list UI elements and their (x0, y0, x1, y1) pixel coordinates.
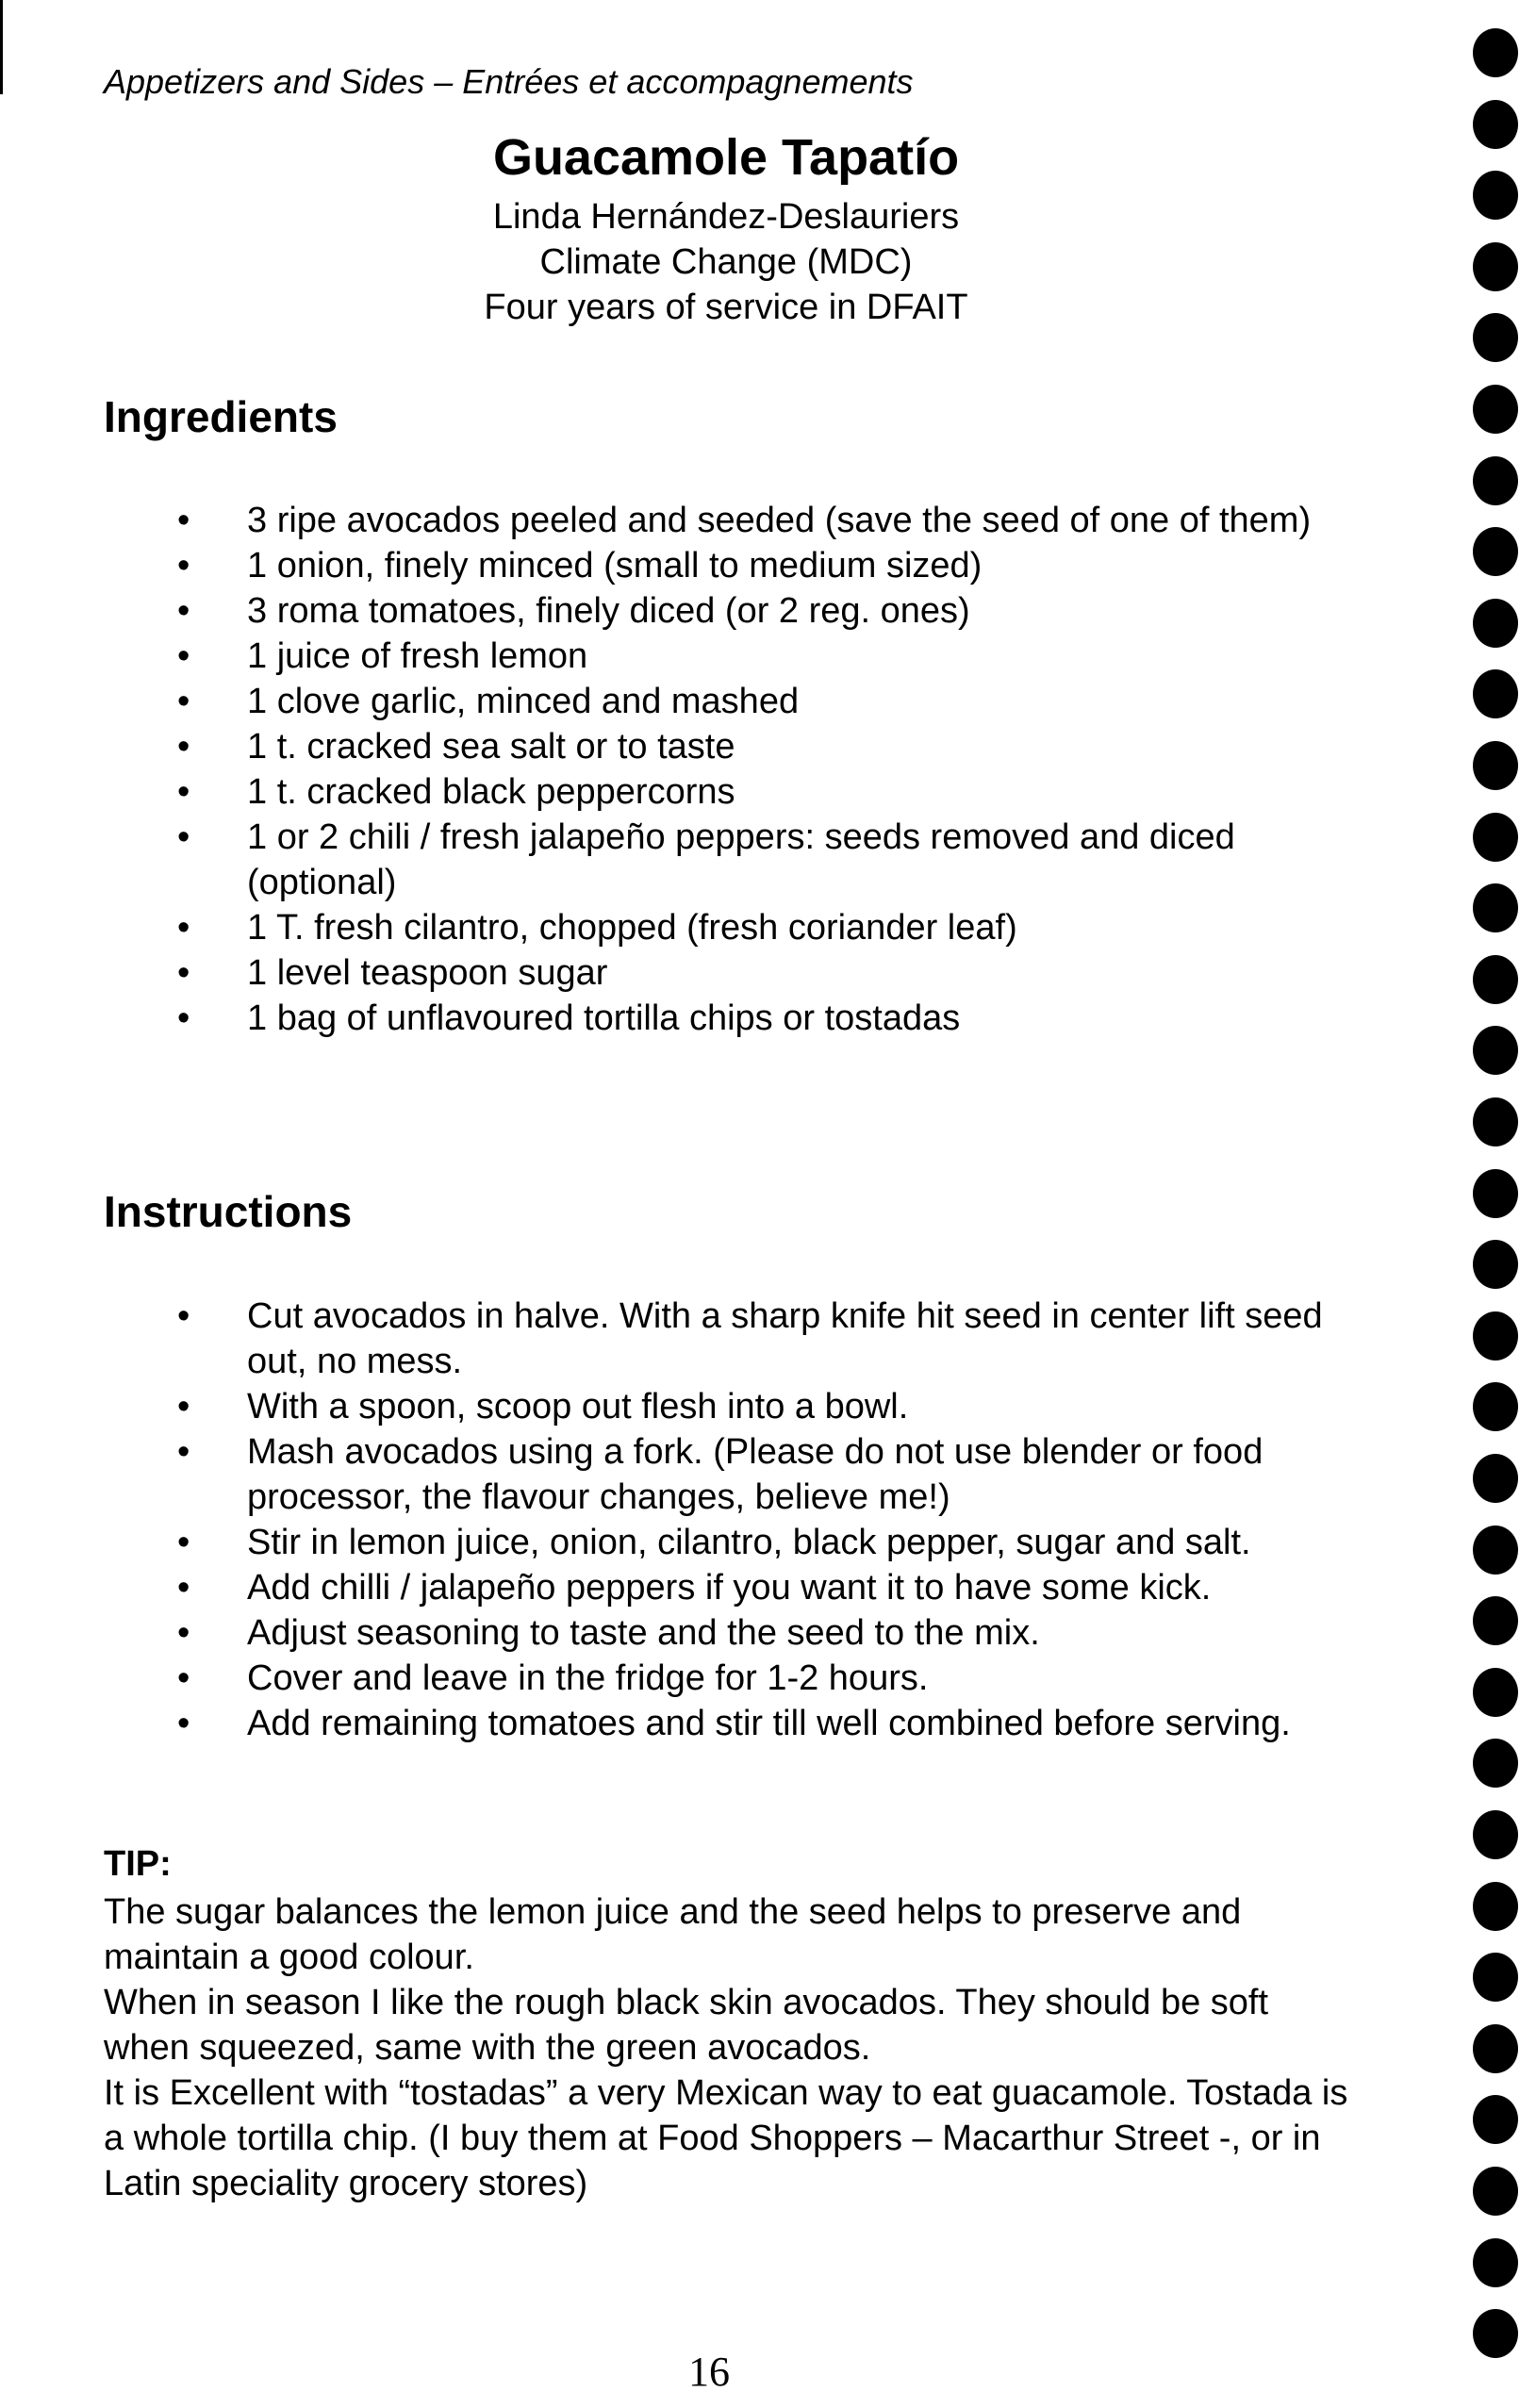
bullet-icon: • (177, 1432, 190, 1472)
bullet-icon: • (177, 1658, 190, 1698)
ingredient-item (0, 498, 1379, 543)
binding-hole-icon (1473, 2024, 1518, 2073)
tip-body (104, 1889, 1358, 2206)
bullet-icon: • (177, 1613, 190, 1653)
ingredient-text: 1 bag of unflavoured tortilla chips or tostadas (247, 998, 961, 1038)
recipe-department: Climate Change (MDC) (539, 242, 913, 282)
binding-hole-icon (1473, 1097, 1518, 1146)
ingredient-text: 1 juice of fresh lemon (247, 636, 588, 676)
binding-hole-icon (1473, 527, 1518, 576)
ingredient-text: 1 or 2 chili / fresh jalapeño peppers: seeds removed and diced (optional) (247, 817, 1235, 902)
binding-hole-icon (1473, 883, 1518, 932)
instruction-item (0, 1656, 1379, 1701)
instruction-item (0, 1384, 1379, 1429)
bullet-icon: • (177, 636, 190, 676)
recipe-author: Linda Hernández-Deslauriers (492, 197, 960, 237)
binding-hole-icon (1473, 2167, 1518, 2216)
binding-hole-icon (1473, 2095, 1518, 2144)
recipe-title-block (283, 129, 1169, 330)
bullet-icon: • (177, 998, 190, 1038)
page-number: 16 (688, 2349, 730, 2395)
binding-hole-icon (1473, 242, 1518, 291)
bullet-icon: • (177, 1568, 190, 1608)
binding-hole-icon (1473, 669, 1518, 718)
page-edge-mark (0, 0, 3, 94)
ingredient-item (0, 543, 1379, 588)
ingredient-text: 3 roma tomatoes, finely diced (or 2 reg. ones) (247, 591, 970, 631)
binding-hole-icon (1473, 1810, 1518, 1859)
ingredient-text: 1 t. cracked sea salt or to taste (247, 727, 735, 767)
binding-hole-icon (1473, 1596, 1518, 1645)
binding-hole-icon (1473, 1526, 1518, 1575)
binding-hole-icon (1473, 1953, 1518, 2002)
binding-hole-icon (1473, 171, 1518, 220)
bullet-icon: • (177, 591, 190, 631)
bullet-icon: • (177, 1387, 190, 1427)
instruction-text: With a spoon, scoop out flesh into a bowl. (247, 1387, 909, 1427)
binding-hole-icon (1473, 28, 1518, 77)
binding-hole-icon (1473, 599, 1518, 648)
instructions-list (0, 1294, 1414, 1746)
binding-hole-icon (1473, 1240, 1518, 1289)
ingredient-item (0, 950, 1379, 996)
instruction-text: Mash avocados using a fork. (Please do not use blender or food processor, the flavour changes, believe me!) (247, 1432, 1263, 1517)
instruction-item (0, 1701, 1379, 1746)
binding-hole-icon (1473, 741, 1518, 790)
binding-hole-icon (1473, 2309, 1518, 2358)
tip-paragraph: When in season I like the rough black skin avocados. They should be soft when squeezed, same with the green avocados. (104, 1983, 1269, 2068)
instruction-text: Cover and leave in the fridge for 1-2 hours. (247, 1658, 929, 1698)
binding-hole-icon (1473, 456, 1518, 505)
bullet-icon: • (177, 546, 190, 586)
ingredients-list (0, 498, 1414, 1041)
binding-hole-icon (1473, 1169, 1518, 1218)
bullet-icon: • (177, 501, 190, 540)
binding-hole-icon (1473, 2238, 1518, 2287)
bullet-icon: • (177, 953, 190, 993)
tip-heading: TIP: (104, 1844, 172, 1884)
binding-hole-icon (1473, 1668, 1518, 1717)
instruction-item (0, 1565, 1379, 1610)
tip-paragraph: It is Excellent with “tostadas” a very Mexican way to eat guacamole. Tostada is a whole tortilla chip. (I buy them at Food Shoppers – Macarthur Street -, or in Latin speciality grocery stores) (104, 2073, 1348, 2203)
bullet-icon: • (177, 817, 190, 857)
binding-hole-icon (1473, 955, 1518, 1004)
instruction-item (0, 1610, 1379, 1656)
binding-hole-icon (1473, 1311, 1518, 1361)
ingredient-item (0, 996, 1379, 1041)
bullet-icon: • (177, 1296, 190, 1336)
binding-hole-icon (1473, 1382, 1518, 1431)
ingredient-text: 1 T. fresh cilantro, chopped (fresh coriander leaf) (247, 908, 1017, 948)
ingredient-text: 1 onion, finely minced (small to medium sized) (247, 546, 983, 586)
ingredient-item (0, 679, 1379, 724)
instruction-item (0, 1520, 1379, 1565)
ingredient-text: 1 level teaspoon sugar (247, 953, 608, 993)
bullet-icon: • (177, 908, 190, 948)
bullet-icon: • (177, 1523, 190, 1562)
binding-hole-icon (1473, 1454, 1518, 1503)
ingredient-item (0, 588, 1379, 634)
ingredient-item (0, 905, 1379, 950)
recipe-title: Guacamole Tapatío (492, 129, 960, 186)
ingredients-heading: Ingredients (104, 392, 338, 441)
ingredient-text: 1 t. cracked black peppercorns (247, 772, 735, 812)
bullet-icon: • (177, 772, 190, 812)
instruction-text: Add chilli / jalapeño peppers if you want it to have some kick. (247, 1568, 1212, 1608)
binding-hole-icon (1473, 100, 1518, 149)
ingredient-item (0, 724, 1379, 769)
instruction-text: Adjust seasoning to taste and the seed to the mix. (247, 1613, 1040, 1653)
instruction-text: Cut avocados in halve. With a sharp knife hit seed in center lift seed out, no mess. (247, 1296, 1323, 1381)
recipe-service: Four years of service in DFAIT (484, 288, 968, 327)
ingredient-item (0, 769, 1379, 815)
binding-hole-icon (1473, 1026, 1518, 1075)
spiral-binding (1471, 28, 1522, 2408)
bullet-icon: • (177, 1704, 190, 1743)
binding-hole-icon (1473, 1882, 1518, 1931)
ingredient-item (0, 815, 1379, 905)
ingredient-item (0, 634, 1379, 679)
instruction-item (0, 1294, 1379, 1384)
instruction-item (0, 1429, 1379, 1520)
section-header: Appetizers and Sides – Entrées et accompagnements (104, 62, 914, 101)
binding-hole-icon (1473, 313, 1518, 362)
binding-hole-icon (1473, 385, 1518, 434)
bullet-icon: • (177, 727, 190, 767)
bullet-icon: • (177, 682, 190, 721)
instructions-heading: Instructions (104, 1187, 353, 1236)
ingredient-text: 1 clove garlic, minced and mashed (247, 682, 800, 721)
binding-hole-icon (1473, 813, 1518, 862)
binding-hole-icon (1473, 1739, 1518, 1788)
instruction-text: Stir in lemon juice, onion, cilantro, black pepper, sugar and salt. (247, 1523, 1251, 1562)
ingredient-text: 3 ripe avocados peeled and seeded (save the seed of one of them) (247, 501, 1312, 540)
instruction-text: Add remaining tomatoes and stir till well combined before serving. (247, 1704, 1291, 1743)
tip-paragraph: The sugar balances the lemon juice and the seed helps to preserve and maintain a good colour. (104, 1892, 1242, 1977)
